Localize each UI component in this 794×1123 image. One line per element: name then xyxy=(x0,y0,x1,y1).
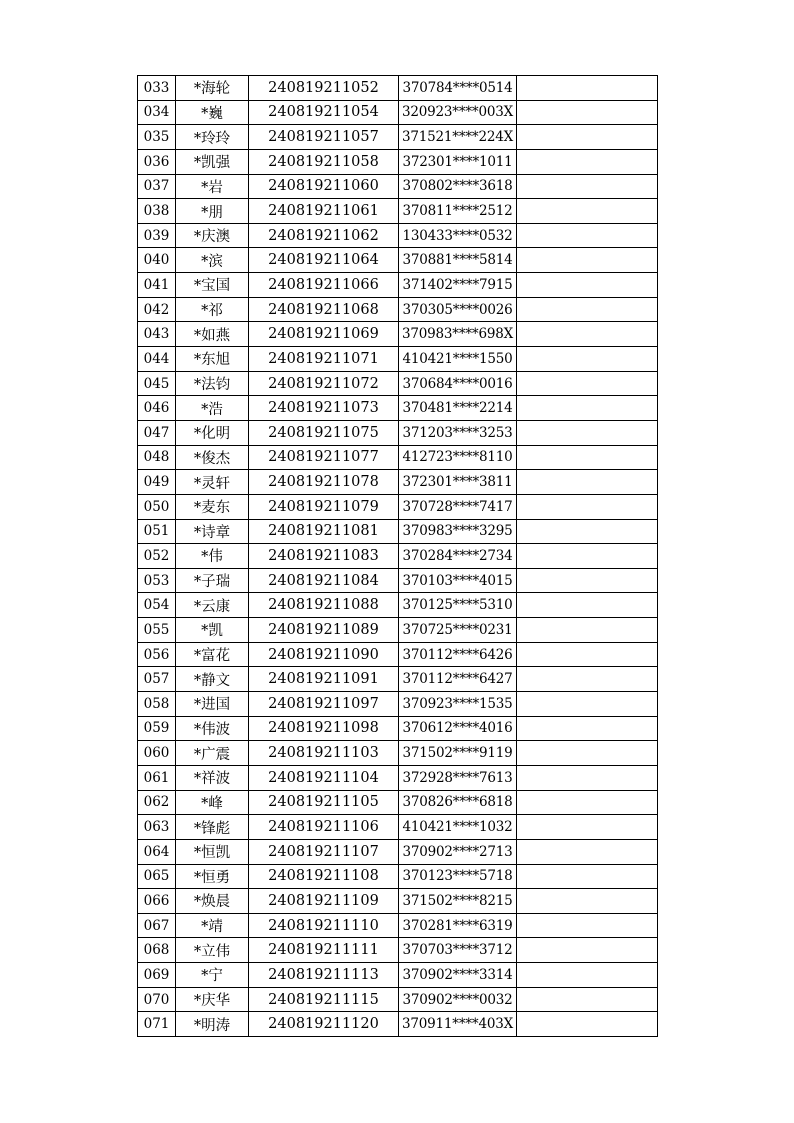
id-number-cell: 370725****0231 xyxy=(399,618,517,643)
name-cell: *峰 xyxy=(176,790,249,815)
serial-number-cell: 052 xyxy=(138,544,176,569)
ticket-number-cell: 240819211104 xyxy=(249,765,399,790)
ticket-number-cell: 240819211079 xyxy=(249,494,399,519)
id-number-cell: 370911****403X xyxy=(399,1012,517,1037)
table-row xyxy=(138,741,658,766)
candidate-table-body xyxy=(138,76,658,1037)
table-row xyxy=(138,618,658,643)
ticket-number-cell: 240819211110 xyxy=(249,913,399,938)
name-cell: *祁 xyxy=(176,297,249,322)
name-cell: *朋 xyxy=(176,199,249,224)
name-cell: *化明 xyxy=(176,420,249,445)
ticket-number-cell: 240819211115 xyxy=(249,987,399,1012)
ticket-number-cell: 240819211103 xyxy=(249,741,399,766)
note-cell xyxy=(517,174,658,199)
table-row xyxy=(138,76,658,101)
id-number-cell: 370123****5718 xyxy=(399,864,517,889)
name-cell: *恒勇 xyxy=(176,864,249,889)
serial-number-cell: 066 xyxy=(138,889,176,914)
note-cell xyxy=(517,938,658,963)
name-cell: *恒凯 xyxy=(176,839,249,864)
id-number-cell: 410421****1550 xyxy=(399,347,517,372)
note-cell xyxy=(517,223,658,248)
id-number-cell: 130433****0532 xyxy=(399,223,517,248)
note-cell xyxy=(517,494,658,519)
serial-number-cell: 069 xyxy=(138,963,176,988)
id-number-cell: 370728****7417 xyxy=(399,494,517,519)
serial-number-cell: 070 xyxy=(138,987,176,1012)
note-cell xyxy=(517,470,658,495)
name-cell: *玲玲 xyxy=(176,125,249,150)
ticket-number-cell: 240819211090 xyxy=(249,642,399,667)
ticket-number-cell: 240819211066 xyxy=(249,273,399,298)
name-cell: *法钧 xyxy=(176,371,249,396)
ticket-number-cell: 240819211084 xyxy=(249,568,399,593)
id-number-cell: 370811****2512 xyxy=(399,199,517,224)
serial-number-cell: 053 xyxy=(138,568,176,593)
note-cell xyxy=(517,125,658,150)
table-row xyxy=(138,396,658,421)
table-row xyxy=(138,889,658,914)
name-cell: *麦东 xyxy=(176,494,249,519)
name-cell: *宝国 xyxy=(176,273,249,298)
note-cell xyxy=(517,149,658,174)
note-cell xyxy=(517,347,658,372)
ticket-number-cell: 240819211064 xyxy=(249,248,399,273)
serial-number-cell: 062 xyxy=(138,790,176,815)
note-cell xyxy=(517,815,658,840)
note-cell xyxy=(517,445,658,470)
ticket-number-cell: 240819211062 xyxy=(249,223,399,248)
note-cell xyxy=(517,765,658,790)
id-number-cell: 370281****6319 xyxy=(399,913,517,938)
name-cell: *庆澳 xyxy=(176,223,249,248)
note-cell xyxy=(517,913,658,938)
id-number-cell: 370612****4016 xyxy=(399,716,517,741)
name-cell: *进国 xyxy=(176,692,249,717)
table-row xyxy=(138,642,658,667)
note-cell xyxy=(517,100,658,125)
name-cell: *灵轩 xyxy=(176,470,249,495)
note-cell xyxy=(517,889,658,914)
table-row xyxy=(138,445,658,470)
table-row xyxy=(138,839,658,864)
table-row xyxy=(138,963,658,988)
name-cell: *靖 xyxy=(176,913,249,938)
table-row xyxy=(138,125,658,150)
table-row xyxy=(138,149,658,174)
serial-number-cell: 068 xyxy=(138,938,176,963)
ticket-number-cell: 240819211057 xyxy=(249,125,399,150)
ticket-number-cell: 240819211061 xyxy=(249,199,399,224)
table-row xyxy=(138,100,658,125)
note-cell xyxy=(517,297,658,322)
serial-number-cell: 036 xyxy=(138,149,176,174)
serial-number-cell: 046 xyxy=(138,396,176,421)
ticket-number-cell: 240819211089 xyxy=(249,618,399,643)
ticket-number-cell: 240819211111 xyxy=(249,938,399,963)
id-number-cell: 370902****0032 xyxy=(399,987,517,1012)
name-cell: *海轮 xyxy=(176,76,249,101)
id-number-cell: 371502****8215 xyxy=(399,889,517,914)
id-number-cell: 370684****0016 xyxy=(399,371,517,396)
note-cell xyxy=(517,963,658,988)
name-cell: *富花 xyxy=(176,642,249,667)
note-cell xyxy=(517,322,658,347)
table-row xyxy=(138,692,658,717)
id-number-cell: 370703****3712 xyxy=(399,938,517,963)
candidate-table xyxy=(137,75,658,1037)
id-number-cell: 370902****2713 xyxy=(399,839,517,864)
id-number-cell: 370802****3618 xyxy=(399,174,517,199)
name-cell: *云康 xyxy=(176,593,249,618)
ticket-number-cell: 240819211109 xyxy=(249,889,399,914)
ticket-number-cell: 240819211106 xyxy=(249,815,399,840)
serial-number-cell: 067 xyxy=(138,913,176,938)
note-cell xyxy=(517,741,658,766)
id-number-cell: 370902****3314 xyxy=(399,963,517,988)
table-row xyxy=(138,568,658,593)
serial-number-cell: 048 xyxy=(138,445,176,470)
id-number-cell: 370112****6426 xyxy=(399,642,517,667)
ticket-number-cell: 240819211054 xyxy=(249,100,399,125)
ticket-number-cell: 240819211060 xyxy=(249,174,399,199)
table-row xyxy=(138,273,658,298)
serial-number-cell: 044 xyxy=(138,347,176,372)
note-cell xyxy=(517,273,658,298)
name-cell: *岩 xyxy=(176,174,249,199)
name-cell: *庆华 xyxy=(176,987,249,1012)
table-row xyxy=(138,667,658,692)
id-number-cell: 372928****7613 xyxy=(399,765,517,790)
id-number-cell: 370784****0514 xyxy=(399,76,517,101)
table-row xyxy=(138,815,658,840)
serial-number-cell: 064 xyxy=(138,839,176,864)
name-cell: *巍 xyxy=(176,100,249,125)
ticket-number-cell: 240819211091 xyxy=(249,667,399,692)
note-cell xyxy=(517,76,658,101)
serial-number-cell: 041 xyxy=(138,273,176,298)
name-cell: *明涛 xyxy=(176,1012,249,1037)
note-cell xyxy=(517,667,658,692)
name-cell: *子瑞 xyxy=(176,568,249,593)
note-cell xyxy=(517,593,658,618)
name-cell: *立伟 xyxy=(176,938,249,963)
id-number-cell: 370103****4015 xyxy=(399,568,517,593)
note-cell xyxy=(517,987,658,1012)
table-row xyxy=(138,199,658,224)
note-cell xyxy=(517,716,658,741)
table-row xyxy=(138,716,658,741)
serial-number-cell: 058 xyxy=(138,692,176,717)
table-row xyxy=(138,1012,658,1037)
name-cell: *广震 xyxy=(176,741,249,766)
id-number-cell: 370125****5310 xyxy=(399,593,517,618)
ticket-number-cell: 240819211108 xyxy=(249,864,399,889)
name-cell: *锋彪 xyxy=(176,815,249,840)
name-cell: *东旭 xyxy=(176,347,249,372)
table-row xyxy=(138,765,658,790)
serial-number-cell: 057 xyxy=(138,667,176,692)
serial-number-cell: 047 xyxy=(138,420,176,445)
note-cell xyxy=(517,420,658,445)
serial-number-cell: 063 xyxy=(138,815,176,840)
name-cell: *凯强 xyxy=(176,149,249,174)
name-cell: *诗章 xyxy=(176,519,249,544)
serial-number-cell: 060 xyxy=(138,741,176,766)
id-number-cell: 370983****3295 xyxy=(399,519,517,544)
table-row xyxy=(138,938,658,963)
ticket-number-cell: 240819211075 xyxy=(249,420,399,445)
name-cell: *焕晨 xyxy=(176,889,249,914)
serial-number-cell: 071 xyxy=(138,1012,176,1037)
ticket-number-cell: 240819211105 xyxy=(249,790,399,815)
id-number-cell: 371203****3253 xyxy=(399,420,517,445)
id-number-cell: 370305****0026 xyxy=(399,297,517,322)
table-row xyxy=(138,864,658,889)
ticket-number-cell: 240819211078 xyxy=(249,470,399,495)
table-row xyxy=(138,593,658,618)
table-row xyxy=(138,223,658,248)
ticket-number-cell: 240819211083 xyxy=(249,544,399,569)
id-number-cell: 320923****003X xyxy=(399,100,517,125)
note-cell xyxy=(517,248,658,273)
serial-number-cell: 050 xyxy=(138,494,176,519)
ticket-number-cell: 240819211113 xyxy=(249,963,399,988)
table-row xyxy=(138,248,658,273)
table-row xyxy=(138,174,658,199)
table-row xyxy=(138,371,658,396)
serial-number-cell: 051 xyxy=(138,519,176,544)
ticket-number-cell: 240819211058 xyxy=(249,149,399,174)
serial-number-cell: 043 xyxy=(138,322,176,347)
ticket-number-cell: 240819211120 xyxy=(249,1012,399,1037)
note-cell xyxy=(517,396,658,421)
ticket-number-cell: 240819211072 xyxy=(249,371,399,396)
serial-number-cell: 042 xyxy=(138,297,176,322)
note-cell xyxy=(517,1012,658,1037)
id-number-cell: 410421****1032 xyxy=(399,815,517,840)
serial-number-cell: 055 xyxy=(138,618,176,643)
note-cell xyxy=(517,544,658,569)
id-number-cell: 370881****5814 xyxy=(399,248,517,273)
note-cell xyxy=(517,864,658,889)
serial-number-cell: 034 xyxy=(138,100,176,125)
serial-number-cell: 056 xyxy=(138,642,176,667)
name-cell: *浩 xyxy=(176,396,249,421)
table-row xyxy=(138,519,658,544)
id-number-cell: 371521****224X xyxy=(399,125,517,150)
name-cell: *伟波 xyxy=(176,716,249,741)
ticket-number-cell: 240819211097 xyxy=(249,692,399,717)
ticket-number-cell: 240819211088 xyxy=(249,593,399,618)
note-cell xyxy=(517,642,658,667)
serial-number-cell: 059 xyxy=(138,716,176,741)
name-cell: *伟 xyxy=(176,544,249,569)
serial-number-cell: 033 xyxy=(138,76,176,101)
id-number-cell: 371402****7915 xyxy=(399,273,517,298)
id-number-cell: 370284****2734 xyxy=(399,544,517,569)
table-row xyxy=(138,420,658,445)
note-cell xyxy=(517,692,658,717)
table-row xyxy=(138,322,658,347)
name-cell: *静文 xyxy=(176,667,249,692)
serial-number-cell: 061 xyxy=(138,765,176,790)
serial-number-cell: 035 xyxy=(138,125,176,150)
ticket-number-cell: 240819211068 xyxy=(249,297,399,322)
table-row xyxy=(138,494,658,519)
note-cell xyxy=(517,568,658,593)
ticket-number-cell: 240819211081 xyxy=(249,519,399,544)
name-cell: *滨 xyxy=(176,248,249,273)
ticket-number-cell: 240819211098 xyxy=(249,716,399,741)
ticket-number-cell: 240819211069 xyxy=(249,322,399,347)
name-cell: *俊杰 xyxy=(176,445,249,470)
serial-number-cell: 049 xyxy=(138,470,176,495)
ticket-number-cell: 240819211071 xyxy=(249,347,399,372)
note-cell xyxy=(517,519,658,544)
note-cell xyxy=(517,199,658,224)
name-cell: *祥波 xyxy=(176,765,249,790)
ticket-number-cell: 240819211107 xyxy=(249,839,399,864)
table-row xyxy=(138,297,658,322)
name-cell: *凯 xyxy=(176,618,249,643)
id-number-cell: 370923****1535 xyxy=(399,692,517,717)
note-cell xyxy=(517,618,658,643)
name-cell: *宁 xyxy=(176,963,249,988)
table-row xyxy=(138,347,658,372)
ticket-number-cell: 240819211052 xyxy=(249,76,399,101)
table-row xyxy=(138,790,658,815)
note-cell xyxy=(517,790,658,815)
table-row xyxy=(138,470,658,495)
serial-number-cell: 045 xyxy=(138,371,176,396)
table-row xyxy=(138,987,658,1012)
id-number-cell: 370112****6427 xyxy=(399,667,517,692)
serial-number-cell: 037 xyxy=(138,174,176,199)
ticket-number-cell: 240819211077 xyxy=(249,445,399,470)
note-cell xyxy=(517,371,658,396)
table-row xyxy=(138,913,658,938)
id-number-cell: 372301****3811 xyxy=(399,470,517,495)
id-number-cell: 370826****6818 xyxy=(399,790,517,815)
id-number-cell: 372301****1011 xyxy=(399,149,517,174)
table-row xyxy=(138,544,658,569)
serial-number-cell: 054 xyxy=(138,593,176,618)
id-number-cell: 370983****698X xyxy=(399,322,517,347)
ticket-number-cell: 240819211073 xyxy=(249,396,399,421)
serial-number-cell: 039 xyxy=(138,223,176,248)
serial-number-cell: 038 xyxy=(138,199,176,224)
id-number-cell: 412723****8110 xyxy=(399,445,517,470)
name-cell: *如燕 xyxy=(176,322,249,347)
serial-number-cell: 065 xyxy=(138,864,176,889)
id-number-cell: 371502****9119 xyxy=(399,741,517,766)
note-cell xyxy=(517,839,658,864)
id-number-cell: 370481****2214 xyxy=(399,396,517,421)
serial-number-cell: 040 xyxy=(138,248,176,273)
